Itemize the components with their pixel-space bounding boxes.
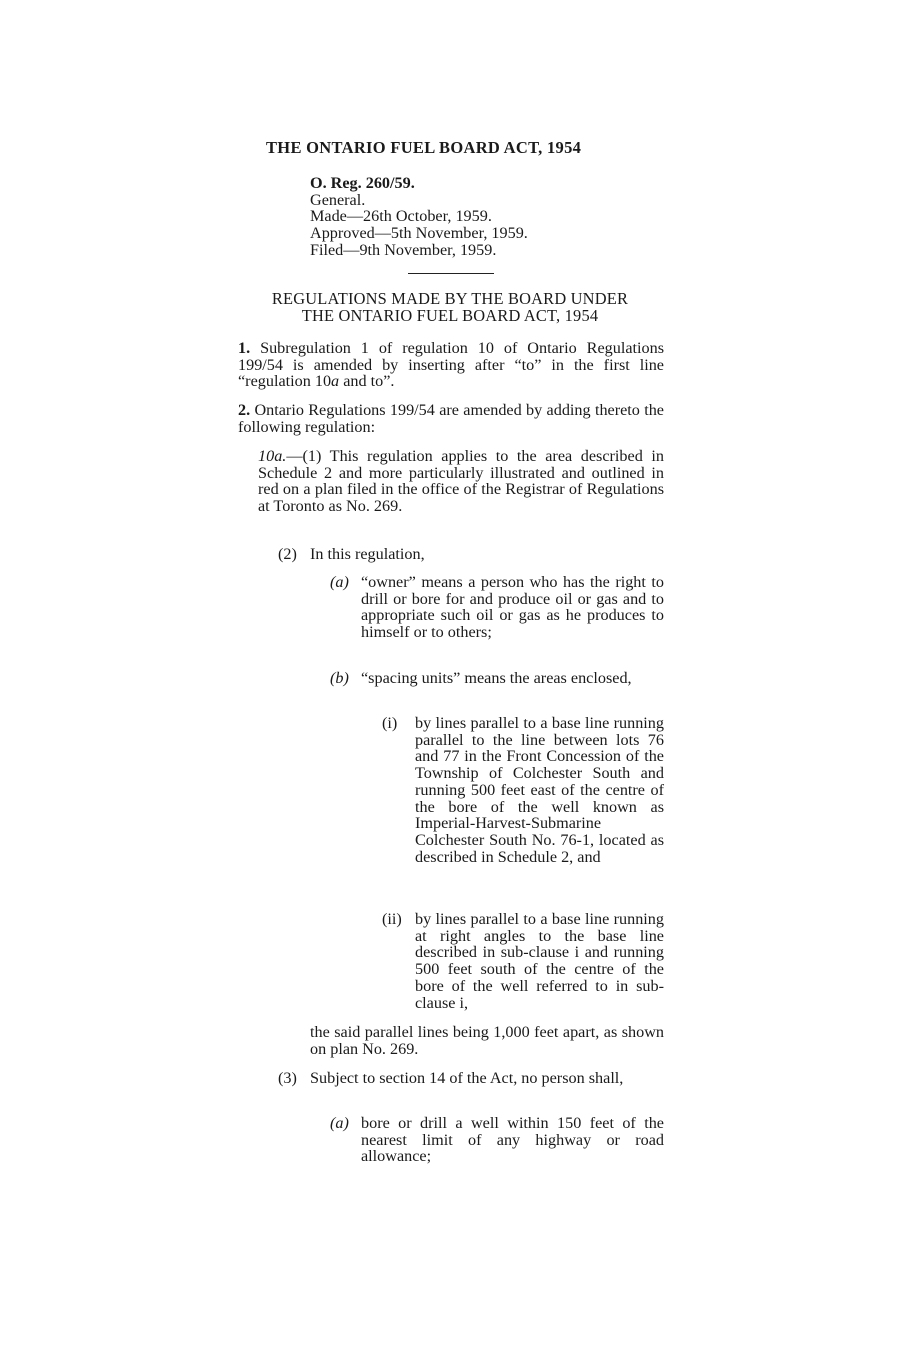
clause-label: (a) (330, 573, 349, 591)
section-number: 1. (238, 339, 251, 357)
heading-line-1: REGULATIONS MADE BY THE BOARD UNDER (271, 289, 629, 308)
subregulation-2 (278, 546, 664, 563)
act-title: THE ONTARIO FUEL BOARD ACT, 1954 (266, 138, 582, 157)
made-date: Made—26th October, 1959. (310, 207, 492, 226)
closing-text: the said parallel lines being 1,000 feet apart, as shown on plan No. 269. (310, 1023, 664, 1058)
subregulation-3 (278, 1070, 664, 1087)
definition-spacing-units (330, 670, 664, 687)
clause-label: (a) (330, 1114, 349, 1132)
filed-date: Filed—9th November, 1959. (310, 240, 497, 259)
section-1 (238, 340, 664, 390)
clause-text: by lines parallel to a base line running at right angles to the base line described in sub-clause i and running 500 feet south of the centre of the bore of the well referred to in sub-clause i, (415, 910, 664, 1012)
clause-label: (ii) (382, 910, 402, 928)
clause-label: (2) (278, 545, 297, 563)
clause-text: by lines parallel to a base line running parallel to the line between lots 76 and 77 in the Front Concession of the Township of Colchester South and running 500 feet east of the centre of the bore of the well known as Imperial-Harvest-Submarine Colchester South No. 76-1, located as described in Schedule 2, and (415, 714, 664, 866)
regulation-10a (258, 448, 664, 515)
clause-text: “owner” means a person who has the right to drill or bore for and produce oil or gas and to appropriate such oil or gas as he produces to himself or to others; (361, 573, 664, 642)
clause-text: Subject to section 14 of the Act, no person shall, (310, 1069, 624, 1087)
regulations-heading (236, 291, 664, 324)
regulation-number: 10a. (258, 447, 287, 465)
clause-text: “spacing units” means the areas enclosed, (361, 669, 632, 687)
section-text: Subregulation 1 of regulation 10 of Ontario Regulations 199/54 is amended by inserting after “to” in the first line “regulation 10 (238, 339, 664, 391)
regulation-type: General. (310, 190, 366, 209)
clause-text: In this regulation, (310, 545, 425, 563)
approved-date: Approved—5th November, 1959. (310, 224, 528, 243)
subregulation-3-clause-a (330, 1115, 664, 1165)
definition-owner (330, 574, 664, 641)
regulation-number: O. Reg. 260/59. (310, 174, 415, 192)
section-2 (238, 402, 664, 435)
regulation-intro: —(1) This regulation applies to the area described in Schedule 2 and more particularly illustrated and outlined in red on a plan filed in the office of the Registrar of Regulations at Toronto as No. 269. (258, 447, 664, 516)
section-text-italic: a (331, 372, 340, 391)
regulation-metadata (310, 175, 630, 258)
subclause-i (382, 715, 664, 865)
clause-text: bore or drill a well within 150 feet of the nearest limit of any highway or road allowance; (361, 1114, 664, 1166)
clause-label: (b) (330, 669, 349, 687)
clause-label: (3) (278, 1069, 297, 1087)
section-text: Ontario Regulations 199/54 are amended by adding thereto the following regulation: (238, 401, 664, 436)
section-number: 2. (238, 401, 251, 419)
clause-label: (i) (382, 714, 398, 732)
divider (408, 273, 494, 274)
subclause-ii (382, 911, 664, 1011)
section-text-tail: and to”. (339, 372, 395, 391)
heading-line-2: THE ONTARIO FUEL BOARD ACT, 1954 (301, 305, 599, 325)
